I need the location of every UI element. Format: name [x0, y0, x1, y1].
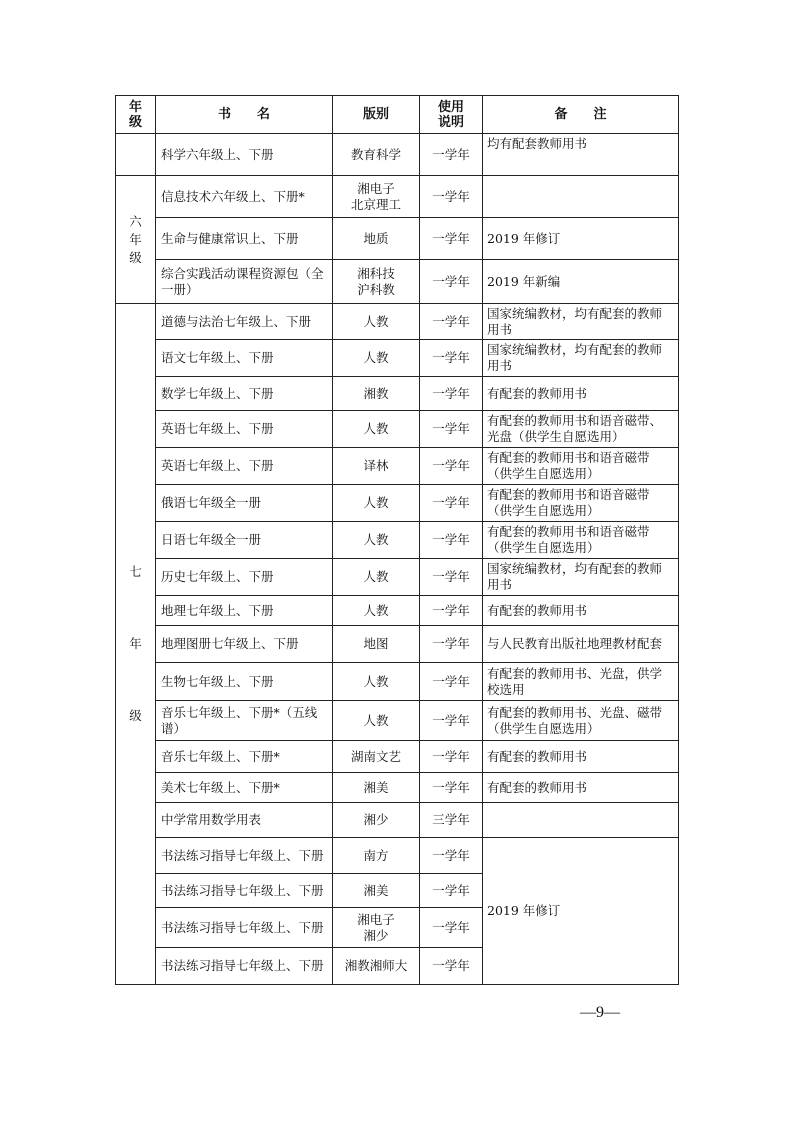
- book-name: 数学七年级上、下册: [156, 377, 333, 411]
- table-row: [116, 803, 679, 838]
- edition: 人教: [333, 411, 420, 448]
- book-name: 书法练习指导七年级上、下册: [156, 838, 333, 874]
- usage: 一学年: [420, 377, 483, 411]
- grade-six-char: 年: [129, 231, 142, 247]
- table-row: [116, 838, 679, 874]
- usage: 一学年: [420, 741, 483, 773]
- grade-seven-cell: [116, 304, 156, 985]
- edition-line: 北京理工: [350, 196, 401, 212]
- note: 与人民教育出版社地理教材配套: [483, 626, 679, 663]
- grade-six-char: 六: [129, 213, 142, 229]
- edition: 湖南文艺: [333, 741, 420, 773]
- note-calligraphy: 2019 年修订: [483, 838, 679, 985]
- edition: [333, 260, 420, 304]
- note: [483, 803, 679, 838]
- note: 有配套的教师用书: [483, 377, 679, 411]
- grade-six-label: [129, 213, 142, 267]
- book-name: 英语七年级上、下册: [156, 448, 333, 485]
- grade-six-char: 级: [129, 249, 142, 265]
- table-row: [116, 559, 679, 596]
- edition: 人教: [333, 522, 420, 559]
- usage: 一学年: [420, 701, 483, 741]
- usage: 一学年: [420, 559, 483, 596]
- edition: 地图: [333, 626, 420, 663]
- book-name: 书法练习指导七年级上、下册: [156, 874, 333, 908]
- book-name: 生物七年级上、下册: [156, 663, 333, 701]
- usage: 一学年: [420, 663, 483, 701]
- usage: 一学年: [420, 218, 483, 260]
- table-row: [116, 596, 679, 626]
- book-name: 信息技术六年级上、下册*: [156, 176, 333, 218]
- book-name: 道德与法治七年级上、下册: [156, 304, 333, 340]
- header-usage-line1: 使用: [437, 99, 464, 115]
- edition-line: 湘少: [363, 927, 389, 943]
- book-name: 英语七年级上、下册: [156, 411, 333, 448]
- book-name: 日语七年级全一册: [156, 522, 333, 559]
- usage: 一学年: [420, 340, 483, 377]
- book-name: 书法练习指导七年级上、下册: [156, 908, 333, 948]
- edition: 南方: [333, 838, 420, 874]
- edition: 人教: [333, 485, 420, 522]
- header-row: [116, 96, 679, 134]
- book-name: 地理七年级上、下册: [156, 596, 333, 626]
- header-grade: [116, 96, 156, 134]
- table-row: [116, 304, 679, 340]
- edition: 人教: [333, 340, 420, 377]
- usage: 一学年: [420, 176, 483, 218]
- usage: 一学年: [420, 626, 483, 663]
- book-name: 音乐七年级上、下册*（五线谱）: [156, 701, 333, 741]
- note: 2019 年新编: [483, 260, 679, 304]
- table-row: [116, 176, 679, 218]
- usage: 一学年: [420, 838, 483, 874]
- book-name: 中学常用数学用表: [156, 803, 333, 838]
- edition: 人教: [333, 559, 420, 596]
- page-number: —9—: [580, 1004, 620, 1021]
- usage: 一学年: [420, 948, 483, 985]
- grade-seven-char: 年: [129, 636, 142, 651]
- table-row: [116, 663, 679, 701]
- table-row: [116, 741, 679, 773]
- book-name: 综合实践活动课程资源包（全一册）: [156, 260, 333, 304]
- textbook-table: [115, 95, 679, 985]
- book-name: 音乐七年级上、下册*: [156, 741, 333, 773]
- table-row: [116, 448, 679, 485]
- table-row: [116, 218, 679, 260]
- edition-line: 湘电子: [357, 911, 395, 927]
- note: 有配套的教师用书、光盘、磁带（供学生自愿选用）: [483, 701, 679, 741]
- edition: 湘美: [333, 874, 420, 908]
- usage: 一学年: [420, 485, 483, 522]
- book-name: 书法练习指导七年级上、下册: [156, 948, 333, 985]
- usage: 一学年: [420, 773, 483, 803]
- note: 国家统编教材，均有配套的教师用书: [483, 304, 679, 340]
- book-name: 俄语七年级全一册: [156, 485, 333, 522]
- book-name: 语文七年级上、下册: [156, 340, 333, 377]
- edition: 湘少: [333, 803, 420, 838]
- note: 有配套的教师用书和语音磁带（供学生自愿选用）: [483, 485, 679, 522]
- edition-line: 沪科教: [357, 281, 395, 297]
- book-name: 地理图册七年级上、下册: [156, 626, 333, 663]
- edition: 人教: [333, 596, 420, 626]
- edition: 译林: [333, 448, 420, 485]
- table-row: [116, 701, 679, 741]
- grade-label-gap: [129, 653, 142, 707]
- header-notes: 备 注: [483, 96, 679, 134]
- grade-six-cell: [116, 176, 156, 304]
- book-name: 生命与健康常识上、下册: [156, 218, 333, 260]
- usage: 一学年: [420, 522, 483, 559]
- edition: 人教: [333, 304, 420, 340]
- edition: 人教: [333, 663, 420, 701]
- usage: 一学年: [420, 908, 483, 948]
- grade-seven-char: 七: [129, 564, 142, 579]
- note: 有配套的教师用书: [483, 741, 679, 773]
- usage: 一学年: [420, 874, 483, 908]
- table-row: [116, 626, 679, 663]
- note: 有配套的教师用书、光盘，供学校选用: [483, 663, 679, 701]
- edition: 湘教: [333, 377, 420, 411]
- grade-seven-label: [129, 563, 142, 725]
- book-name: 历史七年级上、下册: [156, 559, 333, 596]
- edition-line: 湘科技: [357, 265, 395, 281]
- table-row: [116, 377, 679, 411]
- usage: 一学年: [420, 304, 483, 340]
- book-name: 科学六年级上、下册: [156, 134, 333, 176]
- edition: 湘美: [333, 773, 420, 803]
- usage: 一学年: [420, 448, 483, 485]
- note: 有配套的教师用书: [483, 773, 679, 803]
- table-row: [116, 340, 679, 377]
- table-row: [116, 411, 679, 448]
- note: 均有配套教师用书: [483, 134, 679, 176]
- table-row: [116, 522, 679, 559]
- note: 有配套的教师用书: [483, 596, 679, 626]
- edition: [333, 176, 420, 218]
- usage: 一学年: [420, 134, 483, 176]
- header-usage-line2: 说明: [437, 114, 464, 130]
- edition: 地质: [333, 218, 420, 260]
- table-row: [116, 485, 679, 522]
- book-name: 美术七年级上、下册*: [156, 773, 333, 803]
- note: 有配套的教师用书和语音磁带（供学生自愿选用）: [483, 522, 679, 559]
- note: 有配套的教师用书和语音磁带、光盘（供学生自愿选用）: [483, 411, 679, 448]
- table-row: [116, 134, 679, 176]
- header-usage: [420, 96, 483, 134]
- note: 有配套的教师用书和语音磁带（供学生自愿选用）: [483, 448, 679, 485]
- table-row: [116, 260, 679, 304]
- usage: 一学年: [420, 596, 483, 626]
- note: [483, 176, 679, 218]
- note: 国家统编教材，均有配套的教师用书: [483, 340, 679, 377]
- header-edition: 版别: [333, 96, 420, 134]
- edition-line: 湘电子: [357, 180, 395, 196]
- header-grade-line2: 级: [128, 114, 142, 130]
- header-grade-line1: 年: [128, 99, 142, 115]
- usage: 一学年: [420, 260, 483, 304]
- edition: [333, 908, 420, 948]
- edition: 人教: [333, 701, 420, 741]
- edition: 教育科学: [333, 134, 420, 176]
- usage: 三学年: [420, 803, 483, 838]
- usage: 一学年: [420, 411, 483, 448]
- header-book-name: 书 名: [156, 96, 333, 134]
- edition: 湘教湘师大: [333, 948, 420, 985]
- grade-label-gap: [129, 581, 142, 635]
- table-row: [116, 773, 679, 803]
- note: 2019 年修订: [483, 218, 679, 260]
- note: 国家统编教材，均有配套的教师用书: [483, 559, 679, 596]
- grade-seven-char: 级: [129, 708, 142, 723]
- grade-cell-continued: [116, 134, 156, 176]
